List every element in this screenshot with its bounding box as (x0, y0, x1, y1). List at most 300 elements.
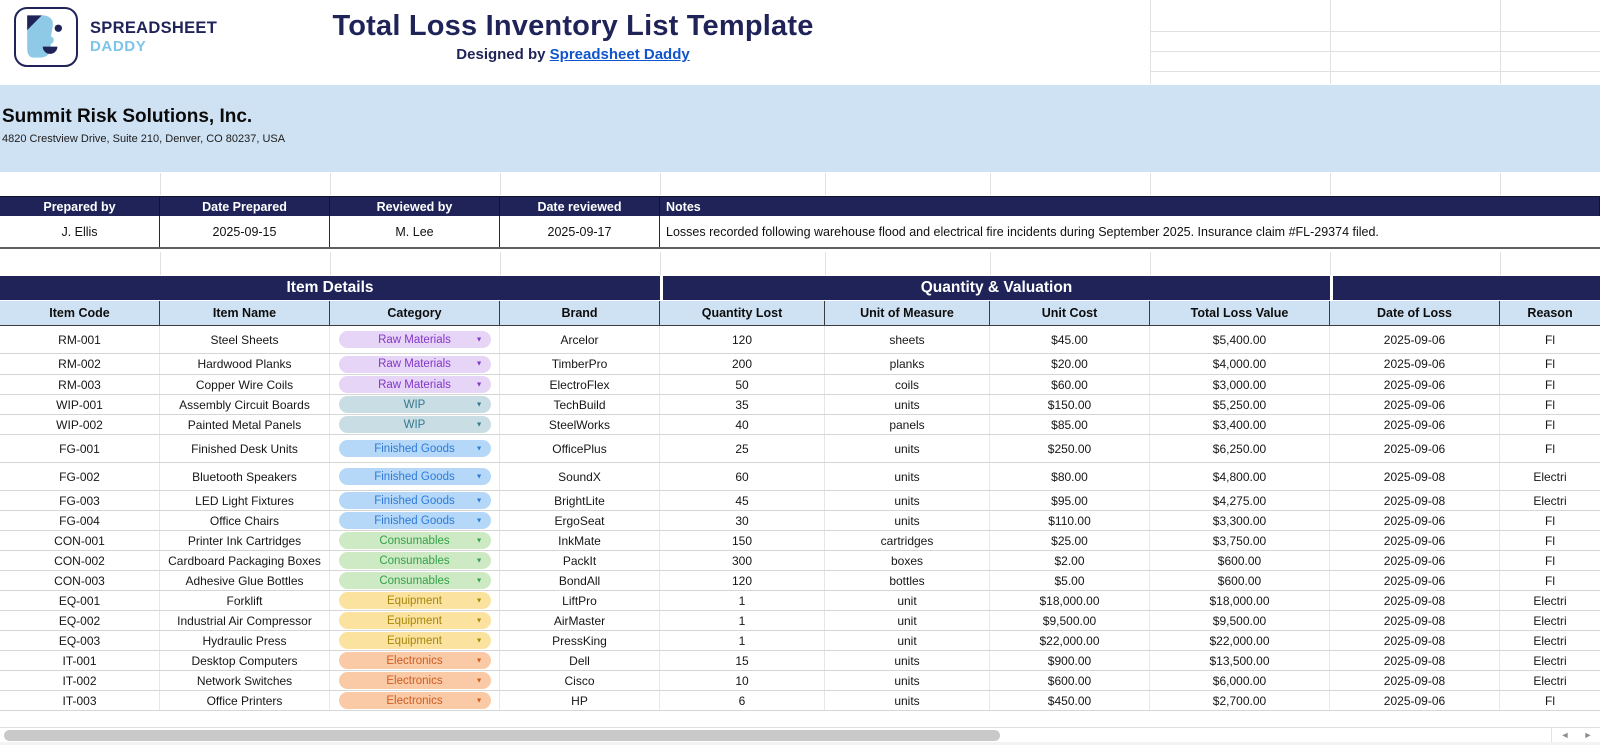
cell-item-name[interactable]: Hardwood Planks (160, 354, 330, 374)
cell-unit-cost[interactable]: $60.00 (990, 375, 1150, 394)
gridline (825, 252, 826, 275)
cell-unit-of-measure[interactable]: sheets (825, 326, 990, 353)
cell-item-code[interactable]: RM-002 (0, 354, 160, 374)
cell-item-name[interactable]: Network Switches (160, 671, 330, 690)
gridline (1150, 51, 1600, 52)
cell-reason[interactable]: Fl (1545, 377, 1555, 392)
cell-quantity-lost[interactable]: 1 (660, 631, 825, 650)
table-row (0, 415, 1600, 435)
gridline (1150, 252, 1151, 275)
cell-total-loss-value[interactable]: $3,400.00 (1150, 415, 1330, 434)
cell-date-of-loss[interactable]: 2025-09-08 (1330, 671, 1500, 690)
cell-category[interactable] (330, 463, 500, 490)
cell-quantity-lost[interactable]: 300 (660, 551, 825, 570)
category-dropdown[interactable] (339, 572, 491, 589)
cell-quantity-lost[interactable]: 25 (660, 435, 825, 462)
cell-category[interactable] (330, 415, 500, 434)
cell-item-code[interactable]: FG-004 (0, 511, 160, 530)
cell-reason[interactable]: Fl (1545, 441, 1555, 456)
cell-category[interactable] (330, 435, 500, 462)
dropdown-arrow-icon: ▼ (475, 557, 483, 564)
cell-total-loss-value[interactable]: $6,250.00 (1150, 435, 1330, 462)
gridline (1150, 173, 1151, 195)
column-header-quantity-lost: Quantity Lost (660, 301, 825, 325)
cell-date-of-loss[interactable]: 2025-09-08 (1330, 631, 1500, 650)
dropdown-arrow-icon: ▼ (475, 597, 483, 604)
category-label: Electronics (386, 654, 443, 667)
cell-reason[interactable]: Fl (1545, 693, 1555, 708)
cell-date-of-loss[interactable]: 2025-09-08 (1330, 491, 1500, 510)
cell-category[interactable] (330, 491, 500, 510)
page-header (0, 0, 1600, 85)
meta-value-cell[interactable]: 2025-09-15 (160, 216, 330, 247)
cell-date-of-loss[interactable]: 2025-09-06 (1330, 375, 1500, 394)
cell-category[interactable] (330, 395, 500, 414)
company-name: Summit Risk Solutions, Inc. (2, 106, 253, 127)
category-label: Electronics (386, 674, 443, 687)
logo-line1: SPREADSHEET (90, 18, 218, 37)
cell-total-loss-value[interactable]: $600.00 (1150, 551, 1330, 570)
gridline (825, 173, 826, 195)
cell-total-loss-value[interactable]: $4,800.00 (1150, 463, 1330, 490)
cell-unit-of-measure[interactable]: units (825, 691, 990, 710)
cell-reason[interactable]: Electri (1533, 613, 1567, 628)
column-header-unit-cost: Unit Cost (990, 301, 1150, 325)
dropdown-arrow-icon: ▼ (475, 401, 483, 408)
logo-dog-icon (14, 7, 78, 67)
dropdown-arrow-icon: ▼ (475, 637, 483, 644)
cell-date-of-loss[interactable]: 2025-09-08 (1330, 611, 1500, 630)
cell-unit-of-measure[interactable]: units (825, 395, 990, 414)
cell-brand[interactable]: Cisco (500, 671, 660, 690)
cell-reason[interactable]: Fl (1545, 533, 1555, 548)
gridline (500, 252, 501, 275)
cell-unit-of-measure[interactable]: coils (825, 375, 990, 394)
cell-brand[interactable]: TechBuild (500, 395, 660, 414)
designed-by-line (173, 46, 973, 63)
table-row (0, 571, 1600, 591)
cell-date-of-loss[interactable]: 2025-09-08 (1330, 651, 1500, 670)
dropdown-arrow-icon: ▼ (475, 360, 483, 368)
category-label: Consumables (379, 534, 450, 547)
category-dropdown[interactable] (339, 512, 491, 529)
cell-item-code[interactable]: RM-003 (0, 375, 160, 394)
cell-brand[interactable]: InkMate (500, 531, 660, 550)
group-header-right (1333, 276, 1600, 300)
cell-item-code[interactable]: CON-001 (0, 531, 160, 550)
cell-total-loss-value[interactable]: $18,000.00 (1150, 591, 1330, 610)
meta-value-cell[interactable]: 2025-09-17 (500, 216, 660, 247)
cell-category[interactable] (330, 511, 500, 530)
category-label: Equipment (387, 594, 442, 607)
dropdown-arrow-icon: ▼ (475, 497, 483, 504)
category-dropdown[interactable] (339, 632, 491, 649)
cell-brand[interactable]: PressKing (500, 631, 660, 650)
table-row (0, 491, 1600, 511)
cell-quantity-lost[interactable]: 1 (660, 611, 825, 630)
gridline (660, 173, 661, 195)
cell-item-name[interactable]: Cardboard Packaging Boxes (160, 551, 330, 570)
cell-unit-cost[interactable]: $250.00 (990, 435, 1150, 462)
cell-item-code[interactable]: EQ-001 (0, 591, 160, 610)
cell-quantity-lost[interactable]: 10 (660, 671, 825, 690)
meta-header-notes: Notes (660, 197, 1600, 216)
cell-total-loss-value[interactable]: $4,275.00 (1150, 491, 1330, 510)
cell-quantity-lost[interactable]: 35 (660, 395, 825, 414)
table-row (0, 435, 1600, 463)
cell-unit-of-measure[interactable]: units (825, 463, 990, 490)
cell-item-name[interactable]: Assembly Circuit Boards (160, 395, 330, 414)
cell-item-code[interactable]: IT-003 (0, 691, 160, 710)
gridline (160, 252, 161, 275)
cell-unit-of-measure[interactable]: cartridges (825, 531, 990, 550)
gridline (500, 173, 501, 195)
cell-unit-of-measure[interactable]: units (825, 511, 990, 530)
cell-quantity-lost[interactable]: 200 (660, 354, 825, 374)
cell-item-name[interactable]: Printer Ink Cartridges (160, 531, 330, 550)
cell-quantity-lost[interactable]: 150 (660, 531, 825, 550)
gridline (330, 252, 331, 275)
cell-category[interactable] (330, 531, 500, 550)
category-label: Consumables (379, 554, 450, 567)
cell-unit-of-measure[interactable]: panels (825, 415, 990, 434)
cell-item-name[interactable]: Hydraulic Press (160, 631, 330, 650)
cell-unit-cost[interactable]: $900.00 (990, 651, 1150, 670)
horizontal-scrollbar[interactable] (0, 727, 1600, 742)
gridline (1150, 31, 1600, 32)
page-title: Total Loss Inventory List Template (332, 10, 814, 42)
cell-unit-cost[interactable]: $45.00 (990, 326, 1150, 353)
cell-date-of-loss[interactable]: 2025-09-06 (1330, 691, 1500, 710)
dropdown-arrow-icon: ▼ (475, 421, 483, 428)
cell-total-loss-value[interactable]: $13,500.00 (1150, 651, 1330, 670)
category-dropdown[interactable] (339, 652, 491, 669)
cell-category[interactable] (330, 611, 500, 630)
gridline (1150, 71, 1600, 72)
category-dropdown[interactable] (339, 396, 491, 413)
cell-total-loss-value[interactable]: $4,000.00 (1150, 354, 1330, 374)
cell-quantity-lost[interactable]: 45 (660, 491, 825, 510)
category-dropdown[interactable] (339, 376, 491, 393)
cell-reason[interactable]: Fl (1545, 573, 1555, 588)
cell-quantity-lost[interactable]: 40 (660, 415, 825, 434)
cell-brand[interactable]: OfficePlus (500, 435, 660, 462)
cell-date-of-loss[interactable]: 2025-09-06 (1330, 435, 1500, 462)
cell-brand[interactable]: SoundX (500, 463, 660, 490)
cell-reason[interactable]: Electri (1533, 493, 1567, 508)
cell-unit-of-measure[interactable]: units (825, 651, 990, 670)
table-row (0, 691, 1600, 711)
cell-unit-of-measure[interactable]: boxes (825, 551, 990, 570)
dropdown-arrow-icon: ▼ (475, 381, 483, 388)
cell-unit-cost[interactable]: $18,000.00 (990, 591, 1150, 610)
category-dropdown[interactable] (339, 440, 491, 457)
cell-brand[interactable]: Dell (500, 651, 660, 670)
cell-item-name[interactable]: LED Light Fixtures (160, 491, 330, 510)
meta-header-prepared-by: Prepared by (0, 197, 160, 216)
cell-reason[interactable]: Fl (1545, 513, 1555, 528)
table-row (0, 395, 1600, 415)
table-row (0, 463, 1600, 491)
cell-brand[interactable]: HP (500, 691, 660, 710)
cell-reason[interactable]: Fl (1545, 357, 1555, 371)
cell-item-name[interactable]: Office Chairs (160, 511, 330, 530)
cell-item-code[interactable]: CON-003 (0, 571, 160, 590)
cell-unit-of-measure[interactable]: bottles (825, 571, 990, 590)
cell-category[interactable] (330, 651, 500, 670)
cell-unit-of-measure[interactable]: unit (825, 631, 990, 650)
cell-total-loss-value[interactable]: $22,000.00 (1150, 631, 1330, 650)
cell-date-of-loss[interactable]: 2025-09-06 (1330, 326, 1500, 353)
category-dropdown[interactable] (339, 612, 491, 629)
meta-header-reviewed-by: Reviewed by (330, 197, 500, 216)
cell-quantity-lost[interactable]: 120 (660, 571, 825, 590)
cell-unit-cost[interactable]: $2.00 (990, 551, 1150, 570)
cell-category[interactable] (330, 354, 500, 374)
cell-item-code[interactable]: FG-001 (0, 435, 160, 462)
cell-unit-cost[interactable]: $450.00 (990, 691, 1150, 710)
category-label: Finished Goods (374, 470, 455, 483)
column-header-brand: Brand (500, 301, 660, 325)
table-row (0, 375, 1600, 395)
cell-unit-of-measure[interactable]: unit (825, 591, 990, 610)
cell-quantity-lost[interactable]: 50 (660, 375, 825, 394)
gridline (1330, 252, 1331, 275)
cell-brand[interactable]: BondAll (500, 571, 660, 590)
cell-reason[interactable]: Fl (1545, 417, 1555, 432)
cell-total-loss-value[interactable]: $9,500.00 (1150, 611, 1330, 630)
cell-reason[interactable]: Fl (1545, 397, 1555, 412)
cell-unit-of-measure[interactable]: unit (825, 611, 990, 630)
cell-item-code[interactable]: EQ-002 (0, 611, 160, 630)
cell-quantity-lost[interactable]: 30 (660, 511, 825, 530)
scroll-right-icon[interactable]: ► (1583, 730, 1593, 740)
dropdown-arrow-icon: ▼ (475, 577, 483, 584)
main-body (0, 326, 1600, 711)
dropdown-arrow-icon: ▼ (475, 336, 483, 343)
cell-brand[interactable]: ErgoSeat (500, 511, 660, 530)
meta-value-cell[interactable]: Losses recorded following warehouse flood and electrical fire incidents during September 2025. Insurance claim #FL-29374 filed. (666, 224, 1379, 239)
cell-item-name[interactable]: Copper Wire Coils (160, 375, 330, 394)
category-label: Finished Goods (374, 494, 455, 507)
category-label: WIP (403, 418, 426, 431)
cell-total-loss-value[interactable]: $5,400.00 (1150, 326, 1330, 353)
cell-unit-cost[interactable]: $95.00 (990, 491, 1150, 510)
column-header-category: Category (330, 301, 500, 325)
cell-unit-of-measure[interactable]: units (825, 491, 990, 510)
cell-item-name[interactable]: Painted Metal Panels (160, 415, 330, 434)
cell-category[interactable] (330, 326, 500, 353)
cell-total-loss-value[interactable]: $3,000.00 (1150, 375, 1330, 394)
category-dropdown[interactable] (339, 331, 491, 348)
cell-unit-of-measure[interactable]: planks (825, 354, 990, 374)
category-label: Raw Materials (378, 378, 451, 391)
group-header-quantity-valuation: Quantity & Valuation (663, 276, 1330, 300)
dropdown-arrow-icon: ▼ (475, 657, 483, 664)
cell-brand[interactable]: Arcelor (500, 326, 660, 353)
dropdown-arrow-icon: ▼ (475, 537, 483, 544)
cell-total-loss-value[interactable]: $3,750.00 (1150, 531, 1330, 550)
cell-item-code[interactable]: FG-003 (0, 491, 160, 510)
cell-quantity-lost[interactable]: 120 (660, 326, 825, 353)
cell-date-of-loss[interactable]: 2025-09-06 (1330, 511, 1500, 530)
cell-date-of-loss[interactable]: 2025-09-06 (1330, 551, 1500, 570)
cell-category[interactable] (330, 591, 500, 610)
meta-value-row (0, 216, 1600, 249)
scrollbar-thumb[interactable] (4, 730, 1000, 741)
column-header-total-loss-value: Total Loss Value (1150, 301, 1330, 325)
table-row (0, 631, 1600, 651)
cell-item-name[interactable]: Bluetooth Speakers (160, 463, 330, 490)
cell-item-code[interactable]: RM-001 (0, 326, 160, 353)
cell-brand[interactable]: BrightLite (500, 491, 660, 510)
category-label: Consumables (379, 574, 450, 587)
gridline (1500, 173, 1501, 195)
cell-unit-cost[interactable]: $85.00 (990, 415, 1150, 434)
category-dropdown[interactable] (339, 468, 491, 485)
cell-total-loss-value[interactable]: $2,700.00 (1150, 691, 1330, 710)
column-header-date-of-loss: Date of Loss (1330, 301, 1500, 325)
cell-total-loss-value[interactable]: $5,250.00 (1150, 395, 1330, 414)
scrollbar-track[interactable] (0, 728, 1552, 743)
table-row (0, 671, 1600, 691)
cell-item-code[interactable]: IT-002 (0, 671, 160, 690)
category-dropdown[interactable] (339, 552, 491, 569)
category-dropdown[interactable] (339, 672, 491, 689)
cell-date-of-loss[interactable]: 2025-09-06 (1330, 415, 1500, 434)
cell-item-name[interactable]: Forklift (160, 591, 330, 610)
meta-value-cell[interactable]: J. Ellis (0, 216, 160, 247)
cell-item-code[interactable]: CON-002 (0, 551, 160, 570)
cell-item-name[interactable]: Adhesive Glue Bottles (160, 571, 330, 590)
cell-category[interactable] (330, 671, 500, 690)
cell-unit-cost[interactable]: $22,000.00 (990, 631, 1150, 650)
scroll-left-icon[interactable]: ◄ (1560, 730, 1570, 740)
cell-total-loss-value[interactable]: $6,000.00 (1150, 671, 1330, 690)
cell-total-loss-value[interactable]: $3,300.00 (1150, 511, 1330, 530)
cell-date-of-loss[interactable]: 2025-09-06 (1330, 571, 1500, 590)
cell-date-of-loss[interactable]: 2025-09-06 (1330, 354, 1500, 374)
category-label: Equipment (387, 634, 442, 647)
category-label: Finished Goods (374, 442, 455, 455)
cell-unit-cost[interactable]: $80.00 (990, 463, 1150, 490)
dropdown-arrow-icon: ▼ (475, 617, 483, 624)
category-label: Raw Materials (378, 358, 451, 370)
cell-reason[interactable]: Fl (1545, 553, 1555, 568)
dropdown-arrow-icon: ▼ (475, 697, 483, 704)
cell-reason[interactable]: Electri (1533, 593, 1567, 608)
cell-reason[interactable]: Electri (1533, 469, 1567, 484)
table-row (0, 511, 1600, 531)
column-header-unit-of-measure: Unit of Measure (825, 301, 990, 325)
dropdown-arrow-icon: ▼ (475, 445, 483, 452)
category-label: Finished Goods (374, 514, 455, 527)
table-row (0, 651, 1600, 671)
cell-quantity-lost[interactable]: 6 (660, 691, 825, 710)
cell-unit-cost[interactable]: $9,500.00 (990, 611, 1150, 630)
cell-reason[interactable]: Electri (1533, 653, 1567, 668)
category-dropdown[interactable] (339, 532, 491, 549)
cell-unit-of-measure[interactable]: units (825, 435, 990, 462)
category-label: Electronics (386, 694, 443, 707)
cell-reason[interactable]: Electri (1533, 633, 1567, 648)
cell-date-of-loss[interactable]: 2025-09-08 (1330, 591, 1500, 610)
table-row (0, 611, 1600, 631)
cell-item-name[interactable]: Desktop Computers (160, 651, 330, 670)
cell-brand[interactable]: LiftPro (500, 591, 660, 610)
cell-category[interactable] (330, 631, 500, 650)
cell-brand[interactable]: PackIt (500, 551, 660, 570)
meta-header-date-prepared: Date Prepared (160, 197, 330, 216)
spreadsheet-daddy-link[interactable]: Spreadsheet Daddy (549, 46, 690, 63)
meta-header-date-reviewed: Date reviewed (500, 197, 660, 216)
gridline (660, 252, 661, 275)
cell-reason[interactable]: Electri (1533, 673, 1567, 688)
cell-category[interactable] (330, 691, 500, 710)
column-header-item-code: Item Code (0, 301, 160, 325)
category-dropdown[interactable] (339, 592, 491, 609)
cell-unit-of-measure[interactable]: units (825, 671, 990, 690)
cell-brand[interactable]: TimberPro (500, 354, 660, 374)
cell-brand[interactable]: AirMaster (500, 611, 660, 630)
cell-unit-cost[interactable]: $25.00 (990, 531, 1150, 550)
cell-quantity-lost[interactable]: 15 (660, 651, 825, 670)
category-dropdown[interactable] (339, 492, 491, 509)
company-banner (0, 85, 1600, 172)
cell-item-name[interactable]: Finished Desk Units (160, 435, 330, 462)
gridline (990, 173, 991, 195)
category-dropdown[interactable] (339, 692, 491, 709)
cell-item-code[interactable]: WIP-002 (0, 415, 160, 434)
logo-line2: DADDY (90, 37, 147, 55)
cell-unit-cost[interactable]: $600.00 (990, 671, 1150, 690)
cell-unit-cost[interactable]: $20.00 (990, 354, 1150, 374)
table-row (0, 531, 1600, 551)
cell-total-loss-value[interactable]: $600.00 (1150, 571, 1330, 590)
cell-brand[interactable]: SteelWorks (500, 415, 660, 434)
cell-date-of-loss[interactable]: 2025-09-08 (1330, 463, 1500, 490)
cell-date-of-loss[interactable]: 2025-09-06 (1330, 395, 1500, 414)
cell-item-code[interactable]: FG-002 (0, 463, 160, 490)
cell-category[interactable] (330, 571, 500, 590)
cell-category[interactable] (330, 551, 500, 570)
gridline (1500, 252, 1501, 275)
cell-quantity-lost[interactable]: 1 (660, 591, 825, 610)
cell-quantity-lost[interactable]: 60 (660, 463, 825, 490)
cell-unit-cost[interactable]: $110.00 (990, 511, 1150, 530)
cell-item-name[interactable]: Industrial Air Compressor (160, 611, 330, 630)
group-header-item-details: Item Details (0, 276, 660, 300)
cell-category[interactable] (330, 375, 500, 394)
cell-item-name[interactable]: Office Printers (160, 691, 330, 710)
cell-brand[interactable]: ElectroFlex (500, 375, 660, 394)
cell-item-code[interactable]: WIP-001 (0, 395, 160, 414)
cell-item-code[interactable]: EQ-003 (0, 631, 160, 650)
category-label: WIP (403, 398, 426, 411)
cell-reason[interactable]: Fl (1545, 332, 1555, 347)
cell-item-name[interactable]: Steel Sheets (160, 326, 330, 353)
category-dropdown[interactable] (339, 356, 491, 373)
gridline (990, 252, 991, 275)
meta-value-cell[interactable]: M. Lee (330, 216, 500, 247)
category-label: Raw Materials (378, 333, 451, 346)
table-row (0, 591, 1600, 611)
category-dropdown[interactable] (339, 416, 491, 433)
cell-unit-cost[interactable]: $5.00 (990, 571, 1150, 590)
cell-item-code[interactable]: IT-001 (0, 651, 160, 670)
cell-unit-cost[interactable]: $150.00 (990, 395, 1150, 414)
cell-date-of-loss[interactable]: 2025-09-06 (1330, 531, 1500, 550)
